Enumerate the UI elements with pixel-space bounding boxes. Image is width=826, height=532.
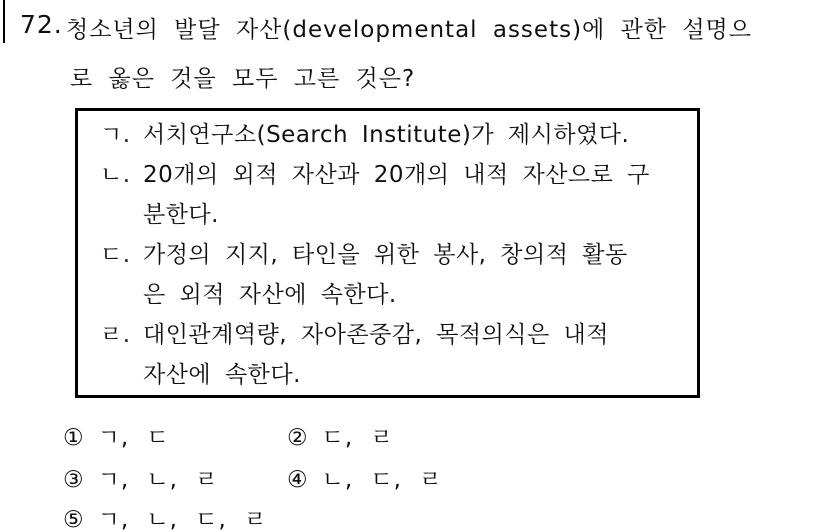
question-number: 72. bbox=[20, 10, 63, 39]
statements-box bbox=[75, 108, 700, 398]
statement-text: 대인관계역량, 자아존중감, 목적의식은 내적 자산에 속한다. bbox=[143, 322, 609, 388]
option-4-marker: ④ bbox=[287, 467, 309, 493]
answer-option-2 bbox=[287, 419, 394, 452]
option-4-text: ㄴ, ㄷ, ㄹ bbox=[321, 467, 443, 493]
option-5-text: ㄱ, ㄴ, ㄷ, ㄹ bbox=[97, 507, 268, 532]
statement-text: 서치연구소(Search Institute)가 제시하였다. bbox=[143, 122, 630, 148]
answer-option-5 bbox=[63, 501, 267, 532]
option-2-marker: ② bbox=[287, 425, 309, 451]
option-2-text: ㄷ, ㄹ bbox=[321, 425, 394, 451]
statement-label: ㄹ. bbox=[100, 322, 131, 348]
answer-option-3 bbox=[63, 461, 219, 494]
statement-label: ㄱ. bbox=[100, 122, 131, 148]
option-3-text: ㄱ, ㄴ, ㄹ bbox=[97, 467, 219, 493]
statement-item-g bbox=[100, 115, 689, 155]
statement-item-d bbox=[100, 235, 689, 315]
question-text-line2: 로 옳은 것을 모두 고른 것은? bbox=[70, 66, 416, 92]
answer-option-4 bbox=[287, 461, 443, 494]
column-divider-line bbox=[3, 0, 5, 43]
statement-item-r bbox=[100, 315, 689, 395]
option-5-marker: ⑤ bbox=[63, 507, 85, 532]
answer-option-1 bbox=[63, 419, 170, 452]
statement-label: ㄴ. bbox=[100, 162, 131, 188]
statement-text: 20개의 외적 자산과 20개의 내적 자산으로 구 분한다. bbox=[143, 162, 650, 228]
question-text-line1: 청소년의 발달 자산(developmental assets)에 관한 설명으 bbox=[66, 17, 752, 43]
option-3-marker: ③ bbox=[63, 467, 85, 493]
statement-item-n bbox=[100, 155, 689, 235]
option-1-marker: ① bbox=[63, 425, 85, 451]
option-1-text: ㄱ, ㄷ bbox=[97, 425, 170, 451]
statement-text: 가정의 지지, 타인을 위한 봉사, 창의적 활동 은 외적 자산에 속한다. bbox=[143, 242, 628, 308]
statement-label: ㄷ. bbox=[100, 242, 131, 268]
